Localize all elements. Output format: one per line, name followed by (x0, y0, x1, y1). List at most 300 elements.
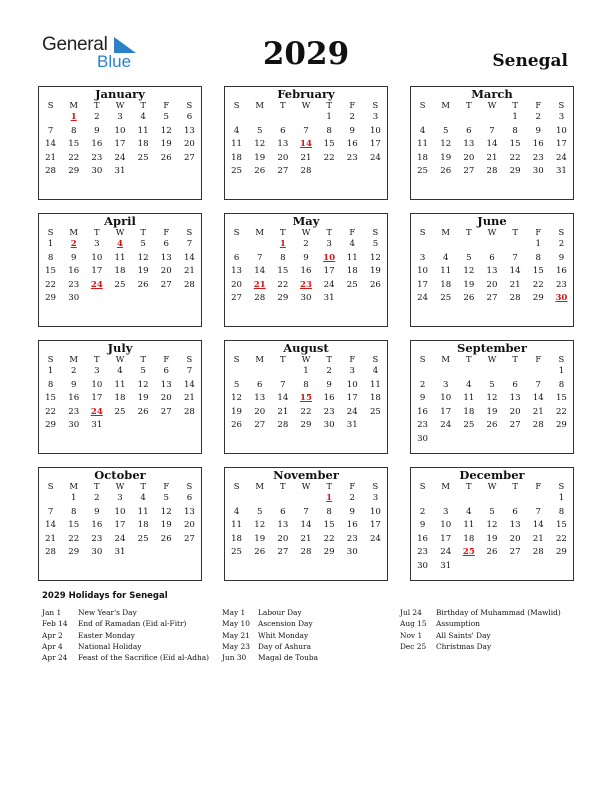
day-cell: 11 (440, 266, 452, 277)
empty-cell (248, 492, 271, 506)
day-cell: 5 (466, 252, 472, 263)
day-cell: 23 (68, 406, 80, 417)
holiday-name: Magal de Touba (258, 653, 318, 663)
day-cell: 18 (440, 279, 452, 290)
month-name: April (104, 214, 136, 228)
day-cell: 15 (555, 520, 567, 531)
day-cell: 7 (535, 506, 541, 517)
empty-cell (155, 306, 178, 320)
weekday-header: S (558, 481, 565, 491)
day-cell: 26 (486, 547, 498, 558)
day-cell: 13 (509, 520, 521, 531)
logo-word-general: General (42, 34, 108, 55)
day-cell: 10 (369, 506, 381, 517)
holiday-name: Birthday of Muhammad (Mawlid) (436, 608, 561, 617)
weekday-header: W (301, 354, 311, 364)
day-cell: 8 (47, 252, 54, 263)
day-cell: 7 (489, 125, 495, 136)
day-cell: 25 (440, 293, 452, 304)
weekday-header: W (115, 100, 125, 110)
weekday-header: F (349, 354, 356, 364)
day-cell: 25 (417, 166, 429, 177)
empty-cell (480, 433, 503, 447)
day-cell: 30 (91, 547, 103, 558)
empty-cell (527, 433, 550, 447)
day-cell: 13 (486, 266, 498, 277)
holiday-date: Jan 1 (42, 608, 62, 617)
day-cell: 3 (442, 379, 449, 390)
day-cell: 29 (68, 547, 80, 558)
day-cell: 20 (254, 406, 266, 417)
weekday-header: F (349, 481, 356, 491)
day-cell: 27 (254, 420, 266, 431)
day-cell: 22 (277, 279, 289, 290)
empty-cell (108, 419, 131, 433)
day-cell: 10 (114, 506, 126, 517)
holiday-row (42, 641, 209, 652)
day-cell: 18 (463, 406, 475, 417)
empty-cell (550, 560, 573, 574)
weekday-header: F (163, 481, 170, 491)
holiday-row (222, 630, 318, 641)
empty-cell (39, 111, 62, 125)
day-cell: 12 (440, 139, 452, 150)
day-cell: 4 (466, 379, 472, 390)
day-cell: 1 (326, 112, 332, 122)
weekday-header: S (47, 481, 54, 491)
day-cell: 25 (369, 406, 381, 417)
day-cell: 8 (280, 252, 286, 263)
month-january (38, 86, 202, 200)
day-cell: 11 (137, 125, 149, 136)
day-cell: 16 (91, 139, 103, 150)
day-cell: 19 (369, 266, 381, 277)
day-cell: 14 (486, 139, 498, 150)
day-cell: 19 (231, 406, 243, 417)
empty-cell (155, 419, 178, 433)
empty-cell (85, 560, 108, 574)
day-cell: 27 (183, 533, 195, 544)
day-cell: 16 (417, 533, 429, 544)
day-cell: 3 (442, 506, 449, 517)
empty-cell (132, 560, 155, 574)
weekday-header: S (419, 481, 426, 491)
day-cell: 14 (532, 520, 544, 531)
weekday-header: F (163, 227, 170, 237)
day-cell: 29 (509, 166, 521, 177)
weekday-header: M (441, 354, 450, 364)
day-cell: 8 (326, 506, 332, 517)
empty-cell (132, 292, 155, 306)
day-cell: 9 (419, 520, 426, 531)
day-cell: 21 (486, 152, 498, 163)
day-cell: 20 (463, 152, 475, 163)
day-cell: 18 (137, 139, 149, 150)
month-name: March (471, 87, 513, 101)
empty-cell (294, 306, 317, 320)
holiday-name: Day of Ashura (258, 641, 311, 651)
day-cell: 16 (555, 266, 567, 277)
day-cell: 17 (369, 520, 381, 531)
month-name: September (457, 341, 527, 355)
day-cell: 8 (303, 379, 309, 390)
weekday-header: W (115, 481, 125, 491)
day-cell: 4 (233, 125, 240, 136)
holiday-row (222, 652, 318, 663)
day-cell: 25 (137, 152, 149, 163)
day-cell: 19 (254, 533, 266, 544)
month-name: July (107, 341, 133, 355)
day-cell: 29 (532, 293, 544, 304)
day-cell: 15 (277, 266, 289, 277)
day-cell: 1 (303, 366, 309, 376)
day-cell: 27 (183, 152, 195, 163)
day-cell: 27 (160, 406, 172, 417)
day-cell: 26 (486, 420, 498, 431)
empty-cell (271, 179, 294, 193)
holiday-date: May 1 (222, 608, 246, 617)
day-cell: 31 (346, 420, 358, 431)
day-cell: 9 (94, 506, 100, 517)
empty-cell (248, 306, 271, 320)
day-cell: 3 (372, 112, 379, 122)
day-cell: 3 (349, 366, 355, 376)
holiday-day-cell: 14 (300, 139, 312, 150)
day-cell: 17 (91, 266, 103, 277)
day-cell: 15 (45, 393, 57, 404)
empty-cell (480, 365, 503, 379)
empty-cell (480, 179, 503, 193)
day-cell: 7 (303, 506, 309, 517)
holiday-row (42, 607, 209, 618)
holiday-date: May 23 (222, 641, 250, 651)
weekday-header: W (115, 227, 125, 237)
day-cell: 20 (277, 152, 289, 163)
day-cell: 8 (512, 125, 518, 136)
day-cell: 26 (160, 533, 172, 544)
empty-cell (480, 111, 503, 125)
empty-cell (155, 292, 178, 306)
empty-cell (132, 546, 155, 560)
empty-cell (178, 179, 201, 193)
day-cell: 8 (70, 506, 77, 517)
day-cell: 6 (280, 125, 286, 136)
day-cell: 25 (463, 420, 475, 431)
day-cell: 16 (323, 393, 335, 404)
empty-cell (178, 419, 201, 433)
empty-cell (39, 179, 62, 193)
weekday-header: T (466, 227, 472, 237)
holiday-day-cell: 4 (117, 239, 123, 249)
day-cell: 13 (254, 393, 266, 404)
day-cell: 14 (45, 139, 57, 150)
day-cell: 11 (346, 252, 358, 263)
empty-cell (364, 306, 387, 320)
day-cell: 1 (535, 239, 541, 249)
empty-cell (527, 492, 550, 506)
day-cell: 5 (140, 239, 146, 249)
holiday-name: Labour Day (258, 608, 302, 617)
day-cell: 20 (509, 406, 521, 417)
weekday-header: F (349, 227, 356, 237)
day-cell: 15 (45, 266, 57, 277)
day-cell: 27 (277, 547, 289, 558)
empty-cell (527, 560, 550, 574)
day-cell: 5 (233, 379, 240, 390)
empty-cell (178, 165, 201, 179)
day-cell: 20 (183, 139, 195, 150)
month-name: December (459, 468, 525, 482)
weekday-header: T (280, 100, 286, 110)
empty-cell (271, 306, 294, 320)
day-cell: 4 (140, 112, 146, 122)
day-cell: 30 (346, 547, 358, 558)
day-cell: 7 (512, 252, 518, 263)
empty-cell (364, 292, 387, 306)
day-cell: 30 (417, 560, 429, 571)
day-cell: 9 (303, 252, 309, 263)
empty-cell (480, 560, 503, 574)
day-cell: 14 (509, 266, 521, 277)
day-cell: 18 (137, 520, 149, 531)
empty-cell (527, 179, 550, 193)
weekday-header: W (487, 481, 497, 491)
empty-cell (527, 365, 550, 379)
weekday-header: S (233, 354, 240, 364)
day-cell: 7 (47, 506, 54, 517)
day-cell: 14 (277, 393, 289, 404)
day-cell: 6 (163, 366, 169, 376)
day-cell: 19 (486, 406, 498, 417)
empty-cell (294, 111, 317, 125)
day-cell: 2 (70, 366, 77, 376)
weekday-header: M (69, 354, 78, 364)
holiday-day-cell: 24 (90, 406, 103, 417)
day-cell: 26 (440, 166, 452, 177)
day-cell: 23 (417, 547, 429, 558)
day-cell: 12 (254, 520, 266, 531)
day-cell: 22 (509, 152, 521, 163)
day-cell: 22 (68, 533, 80, 544)
day-cell: 26 (137, 279, 149, 290)
weekday-header: T (466, 481, 472, 491)
day-cell: 17 (417, 279, 429, 290)
day-cell: 18 (369, 393, 381, 404)
day-cell: 29 (555, 420, 567, 431)
day-cell: 2 (303, 239, 309, 249)
empty-cell (62, 179, 85, 193)
day-cell: 27 (160, 279, 172, 290)
day-cell: 19 (160, 520, 172, 531)
day-cell: 28 (509, 293, 521, 304)
day-cell: 24 (417, 293, 429, 304)
day-cell: 25 (231, 166, 243, 177)
month-june (410, 213, 574, 327)
day-cell: 1 (512, 112, 518, 122)
weekday-header: M (69, 100, 78, 110)
empty-cell (132, 179, 155, 193)
day-cell: 19 (160, 139, 172, 150)
day-cell: 1 (558, 366, 565, 376)
empty-cell (132, 306, 155, 320)
holiday-row (222, 641, 318, 652)
day-cell: 23 (91, 533, 103, 544)
holiday-day-cell: 10 (323, 252, 336, 263)
day-cell: 10 (346, 379, 358, 390)
day-cell: 24 (346, 406, 358, 417)
day-cell: 24 (369, 533, 381, 544)
day-cell: 3 (117, 112, 123, 122)
empty-cell (504, 306, 527, 320)
holiday-day-cell: 1 (279, 239, 286, 249)
day-cell: 4 (372, 366, 379, 376)
empty-cell (225, 111, 248, 125)
day-cell: 9 (419, 393, 426, 404)
empty-cell (434, 492, 457, 506)
day-cell: 29 (300, 420, 312, 431)
day-cell: 19 (137, 266, 149, 277)
weekday-header: T (512, 227, 518, 237)
day-cell: 24 (323, 279, 335, 290)
empty-cell (411, 179, 434, 193)
empty-cell (411, 111, 434, 125)
day-cell: 9 (326, 379, 332, 390)
day-cell: 17 (114, 520, 126, 531)
empty-cell (132, 433, 155, 447)
day-cell: 16 (68, 393, 80, 404)
day-cell: 3 (94, 366, 100, 376)
holiday-name: All Saints' Day (436, 630, 491, 640)
day-cell: 15 (555, 393, 567, 404)
day-cell: 12 (137, 379, 149, 390)
day-cell: 3 (326, 239, 332, 249)
day-cell: 22 (68, 152, 80, 163)
day-cell: 22 (555, 533, 567, 544)
day-cell: 2 (535, 112, 541, 122)
day-cell: 28 (183, 279, 195, 290)
month-november (224, 467, 388, 581)
day-cell: 7 (186, 239, 193, 249)
empty-cell (271, 433, 294, 447)
empty-cell (550, 179, 573, 193)
day-cell: 4 (140, 493, 146, 503)
day-cell: 29 (68, 166, 80, 177)
empty-cell (85, 179, 108, 193)
empty-cell (480, 492, 503, 506)
empty-cell (155, 560, 178, 574)
empty-cell (434, 179, 457, 193)
weekday-header: S (186, 354, 193, 364)
day-cell: 13 (277, 139, 289, 150)
holiday-date: Dec 25 (400, 641, 427, 651)
day-cell: 28 (532, 547, 544, 558)
day-cell: 30 (68, 420, 80, 431)
day-cell: 16 (91, 520, 103, 531)
empty-cell (225, 492, 248, 506)
weekday-header: S (47, 100, 54, 110)
day-cell: 4 (442, 252, 449, 263)
day-cell: 10 (91, 252, 103, 263)
day-cell: 12 (137, 252, 149, 263)
empty-cell (39, 306, 62, 320)
empty-cell (178, 292, 201, 306)
day-cell: 7 (256, 252, 263, 263)
weekday-header: T (512, 100, 518, 110)
empty-cell (62, 306, 85, 320)
holiday-day-cell: 30 (555, 293, 568, 304)
day-cell: 15 (323, 520, 335, 531)
empty-cell (318, 179, 341, 193)
holiday-date: Nov 1 (400, 630, 423, 640)
month-february (224, 86, 388, 200)
weekday-header: T (326, 354, 332, 364)
month-september (410, 340, 574, 454)
day-cell: 22 (532, 279, 544, 290)
month-october (38, 467, 202, 581)
weekday-header: S (372, 227, 379, 237)
day-cell: 30 (532, 166, 544, 177)
day-cell: 16 (532, 139, 544, 150)
weekday-header: W (487, 100, 497, 110)
day-cell: 8 (70, 125, 77, 136)
day-cell: 1 (70, 493, 77, 503)
empty-cell (108, 306, 131, 320)
weekday-header: S (419, 100, 426, 110)
holiday-day-cell: 21 (253, 279, 266, 290)
day-cell: 21 (509, 279, 521, 290)
day-cell: 13 (183, 125, 195, 136)
day-cell: 24 (114, 533, 126, 544)
weekday-header: S (372, 481, 379, 491)
day-cell: 19 (486, 533, 498, 544)
day-cell: 12 (231, 393, 243, 404)
weekday-header: T (466, 100, 472, 110)
holiday-row (222, 618, 318, 629)
day-cell: 8 (47, 379, 54, 390)
holiday-name: Feast of the Sacrifice (Eid al-Adha) (78, 653, 210, 663)
empty-cell (294, 179, 317, 193)
empty-cell (108, 292, 131, 306)
logo-word-blue: Blue (97, 52, 132, 71)
day-cell: 31 (91, 420, 103, 431)
day-cell: 27 (509, 547, 521, 558)
empty-cell (457, 560, 480, 574)
day-cell: 23 (417, 420, 429, 431)
empty-cell (434, 433, 457, 447)
day-cell: 18 (231, 152, 243, 163)
empty-cell (155, 179, 178, 193)
holiday-date: May 21 (222, 630, 250, 640)
day-cell: 21 (300, 152, 312, 163)
day-cell: 26 (137, 406, 149, 417)
day-cell: 19 (254, 152, 266, 163)
day-cell: 20 (486, 279, 498, 290)
day-cell: 9 (70, 252, 77, 263)
holiday-date: Jul 24 (400, 608, 422, 617)
day-cell: 31 (440, 560, 452, 571)
day-cell: 22 (300, 406, 312, 417)
day-cell: 12 (486, 520, 498, 531)
empty-cell (434, 365, 457, 379)
holidays-title: 2029 Holidays for Senegal (42, 591, 168, 601)
day-cell: 30 (323, 420, 335, 431)
day-cell: 21 (45, 533, 57, 544)
empty-cell (364, 560, 387, 574)
day-cell: 4 (466, 506, 472, 517)
weekday-header: F (349, 100, 356, 110)
day-cell: 28 (254, 293, 266, 304)
day-cell: 10 (555, 125, 567, 136)
